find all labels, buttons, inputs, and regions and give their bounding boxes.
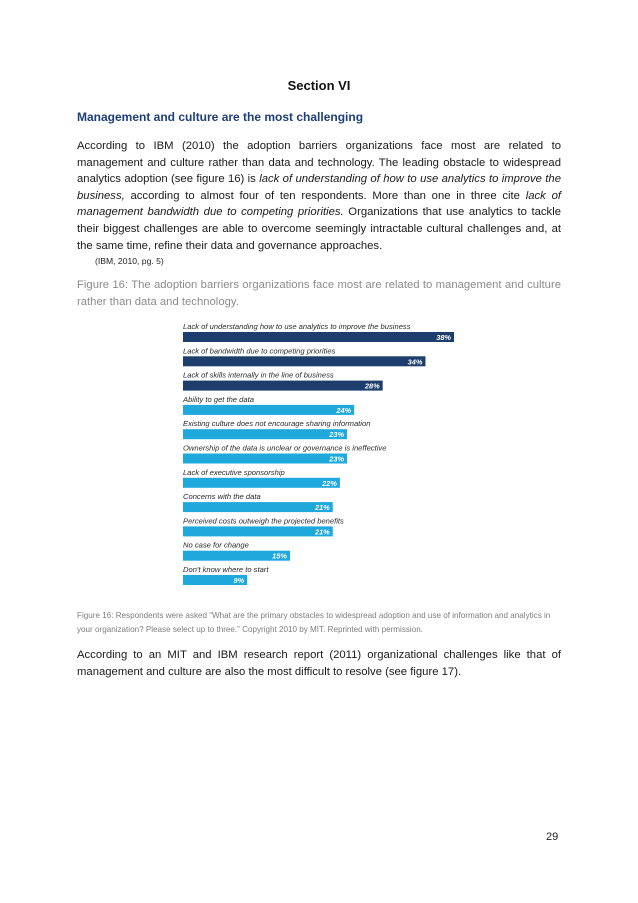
bar-value-label: 23% <box>329 430 345 440</box>
bar-value-label: 23% <box>329 454 345 464</box>
bar-value-label: 21% <box>314 503 330 513</box>
bar-category-label: Concerns with the data <box>183 492 261 502</box>
bar-value-label: 28% <box>364 381 380 391</box>
bar-category-label: Lack of executive sponsorship <box>183 467 285 477</box>
citation: (IBM, 2010, pg. 5) <box>95 256 164 266</box>
bar-category-label: Perceived costs outweigh the projected benefits <box>183 516 344 526</box>
figure-caption: Figure 16: Respondents were asked “What are the primary obstacles to widespread adoption and use of information and analytics in your organization? Please select up to three.” Copyright 2010 by MIT. Reprinted with permission. <box>77 611 551 634</box>
bar-value-label: 21% <box>314 527 330 537</box>
subheading: Management and culture are the most challenging <box>77 110 364 124</box>
bar <box>183 381 383 391</box>
figure-title: Figure 16: The adoption barriers organizations face most are related to management and culture rather than data and technology. <box>77 279 561 308</box>
bar-category-label: No case for change <box>183 540 249 550</box>
body-paragraph-1 <box>77 138 561 254</box>
bar-value-label: 34% <box>407 357 423 367</box>
bar <box>183 526 333 536</box>
bar <box>183 429 347 439</box>
bar-value-label: 24% <box>336 405 352 415</box>
bar <box>183 332 454 342</box>
bar-category-label: Existing culture does not encourage sharing information <box>183 419 371 429</box>
bar-category-label: Lack of understanding how to use analytics to improve the business <box>183 322 411 331</box>
body-paragraph-2 <box>77 647 561 680</box>
bar-value-label: 9% <box>233 576 245 585</box>
bar-value-label: 15% <box>272 551 287 561</box>
para1-italic-2: lack of management bandwidth due to competing priorities. <box>77 189 561 219</box>
bar-value-label: 38% <box>436 333 451 342</box>
bar-value-label: 22% <box>322 478 337 488</box>
bar <box>183 454 347 464</box>
bar-category-label: Ownership of the data is unclear or governance is ineffective <box>183 443 387 453</box>
para1-text-2: according to almost four of ten respondents. More than one in three cite <box>124 189 526 202</box>
bar <box>183 502 333 512</box>
bar-chart <box>170 318 470 590</box>
bar <box>183 356 425 366</box>
para1-text-3: Organizations that use analytics to tackle their biggest challenges are able to overcome seemingly intractable cultural challenges and, at the same time, refine their data and governance approaches. <box>77 206 561 252</box>
bar-chart-svg <box>170 318 470 590</box>
bar-category-label: Ability to get the data <box>183 394 254 404</box>
bar-category-label: Lack of bandwidth due to competing priorities <box>183 346 336 356</box>
bar-category-label: Don't know where to start <box>183 565 269 574</box>
para1-italic-1: lack of understanding of how to use analytics to improve the business, <box>77 173 561 202</box>
bar <box>183 405 354 415</box>
para1-text-1: According to IBM (2010) the adoption barriers organizations face most are related to management and culture rather than data and technology. The leading obstacle to widespread analytics adoption (see figure 16) is <box>77 140 561 186</box>
para2-text: According to an MIT and IBM research report (2011) organizational challenges like that of management and culture are also the most difficult to resolve (see figure 17). <box>77 649 561 678</box>
bar <box>183 478 340 488</box>
bar-category-label: Lack of skills internally in the line of business <box>183 370 334 380</box>
page-number: 29 <box>546 831 559 843</box>
section-title: Section VI <box>287 78 351 93</box>
